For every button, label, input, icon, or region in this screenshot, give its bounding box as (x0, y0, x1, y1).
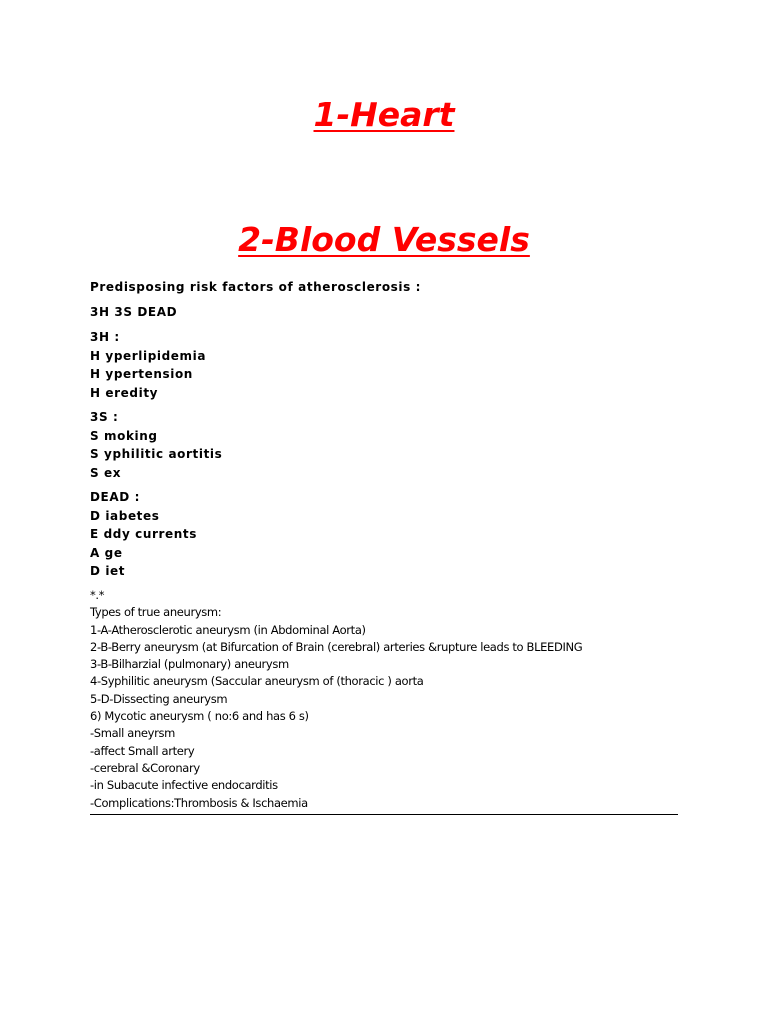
group-item: H yperlipidemia (90, 348, 207, 363)
group-item: S ex (90, 465, 122, 480)
group-item: D iabetes (90, 508, 160, 523)
list-item: Types of true aneurysm: (90, 605, 222, 620)
list-item: 3-B-Bilharzial (pulmonary) aneurysm (90, 657, 289, 672)
risk-factors-intro-text: Predisposing risk factors of atherosclerosis : (90, 280, 422, 294)
heading-blood-vessels: 2-Blood Vessels (238, 220, 530, 259)
list-item: -affect Small artery (90, 743, 195, 758)
group-title: DEAD : (90, 490, 140, 504)
risk-factors-mnemonic (90, 303, 690, 322)
group-3h (90, 328, 690, 402)
group-title: 3S : (90, 410, 119, 424)
group-dead (90, 488, 690, 581)
group-item: S yphilitic aortitis (90, 447, 223, 462)
list-item: 5-D-Dissecting aneurysm (90, 691, 228, 706)
group-item: E ddy currents (90, 527, 198, 542)
aneurysm-types-list (90, 587, 690, 812)
horizontal-rule (90, 814, 678, 815)
group-item: A ge (90, 545, 123, 560)
list-item: 2-B-Berry aneurysm (at Bifurcation of Brain (cerebral) arteries &rupture leads to BLEEDING (90, 639, 583, 654)
group-item: H eredity (90, 385, 159, 400)
list-item: 6) Mycotic aneurysm ( no:6 and has 6 s) (90, 709, 309, 724)
group-item: D iet (90, 564, 126, 579)
list-item: -cerebral &Coronary (90, 760, 200, 775)
list-item: -Small aneyrsm (90, 726, 175, 741)
group-3s (90, 408, 690, 482)
mnemonic-text: 3H 3S DEAD (90, 305, 178, 319)
group-item: S moking (90, 428, 158, 443)
risk-factors-intro (90, 278, 690, 297)
group-title: 3H : (90, 330, 120, 344)
list-item: *.* (90, 588, 105, 602)
heading-heart: 1-Heart (313, 95, 455, 134)
list-item: 1-A-Atherosclerotic aneurysm (in Abdominal Aorta) (90, 622, 366, 637)
list-item: 4-Syphilitic aneurysm (Saccular aneurysm of (thoracic ) aorta (90, 674, 424, 689)
group-item: H ypertension (90, 367, 193, 382)
list-item: -in Subacute infective endocarditis (90, 778, 278, 793)
list-item: -Complications:Thrombosis & Ischaemia (90, 795, 308, 810)
